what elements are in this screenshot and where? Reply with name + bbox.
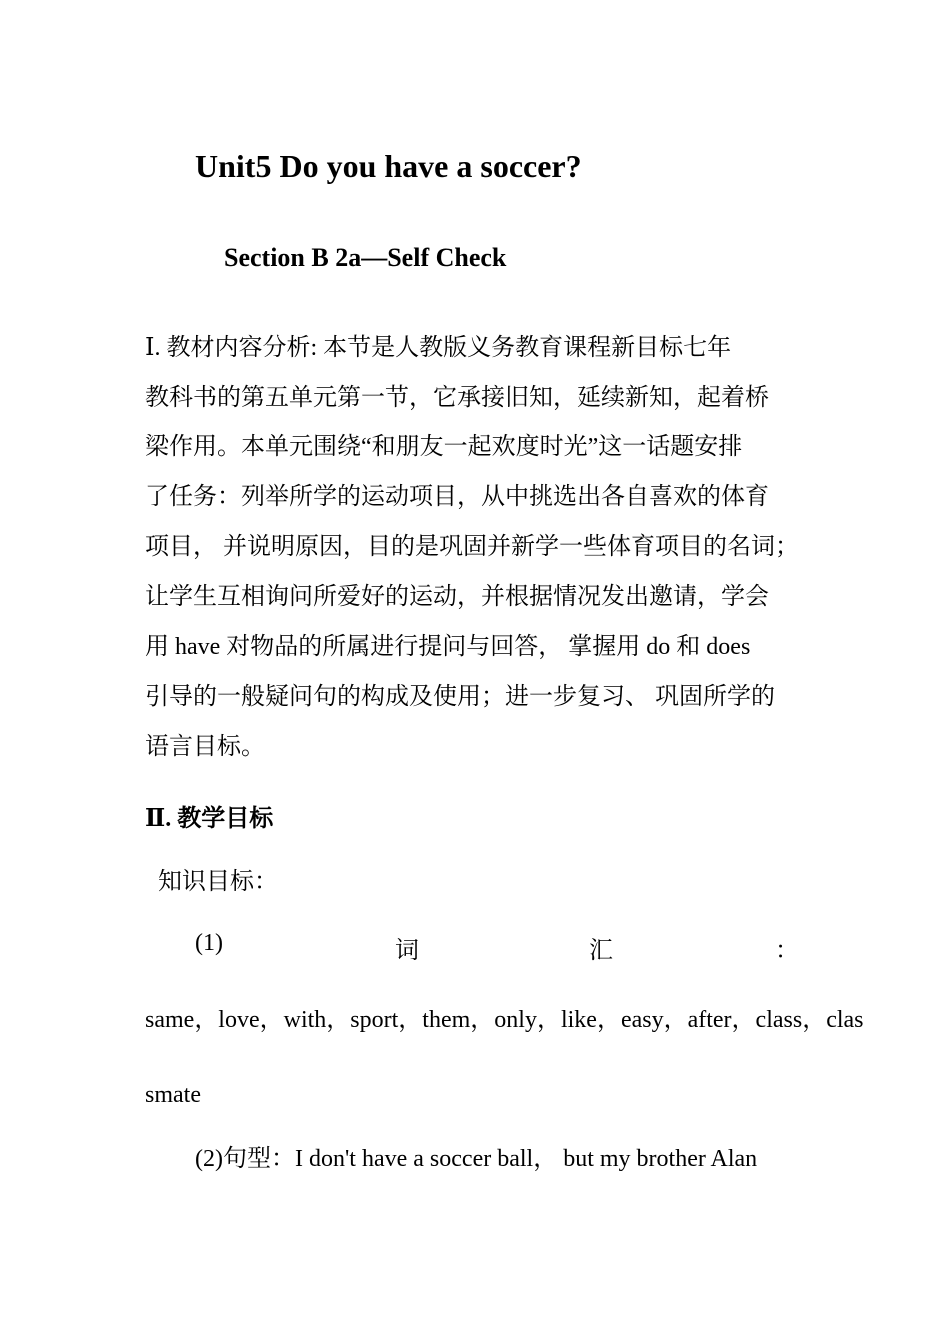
section1-line: 语言目标。 <box>145 734 265 760</box>
document-subtitle: Section B 2a—Self Check <box>224 243 507 272</box>
section1-line: 了任务：列举所学的运动项目，从中挑选出各自喜欢的体育 <box>145 484 769 510</box>
vocabulary-label-char-2: 汇 <box>589 938 613 964</box>
document-title: Unit5 Do you have a soccer? <box>195 148 582 184</box>
knowledge-goal-label: 知识目标： <box>158 869 278 895</box>
section1-line: 用 have 对物品的所属进行提问与回答， 掌握用 do 和 does <box>145 634 751 660</box>
section2-heading: Ⅱ. 教学目标 <box>145 806 274 832</box>
vocabulary-item-number: (1) <box>195 930 223 956</box>
vocabulary-label-colon: ： <box>775 938 799 964</box>
vocabulary-label-char-1: 词 <box>395 938 419 964</box>
section1-line: 梁作用。本单元围绕“和朋友一起欢度时光”这一话题安排 <box>145 434 743 460</box>
vocabulary-words-line: same，love，with，sport，them，only，like，easy，after，class，clas <box>145 1007 864 1033</box>
vocabulary-heading-row <box>195 930 799 964</box>
section1-line: Ⅰ. 教材内容分析: 本节是人教版义务教育课程新目标七年 <box>145 335 732 361</box>
section1-line: 教科书的第五单元第一节，它承接旧知，延续新知，起着桥 <box>145 385 769 411</box>
sentence-pattern-line: (2)句型：I don't have a soccer ball， but my brother Alan <box>195 1146 758 1172</box>
section1-line: 项目， 并说明原因，目的是巩固并新学一些体育项目的名词； <box>145 534 799 560</box>
section1-line: 让学生互相询问所爱好的运动，并根据情况发出邀请，学会 <box>145 584 769 610</box>
vocabulary-words-line: smate <box>145 1082 201 1108</box>
section1-line: 引导的一般疑问句的构成及使用；进一步复习、 巩固所学的 <box>145 684 775 710</box>
